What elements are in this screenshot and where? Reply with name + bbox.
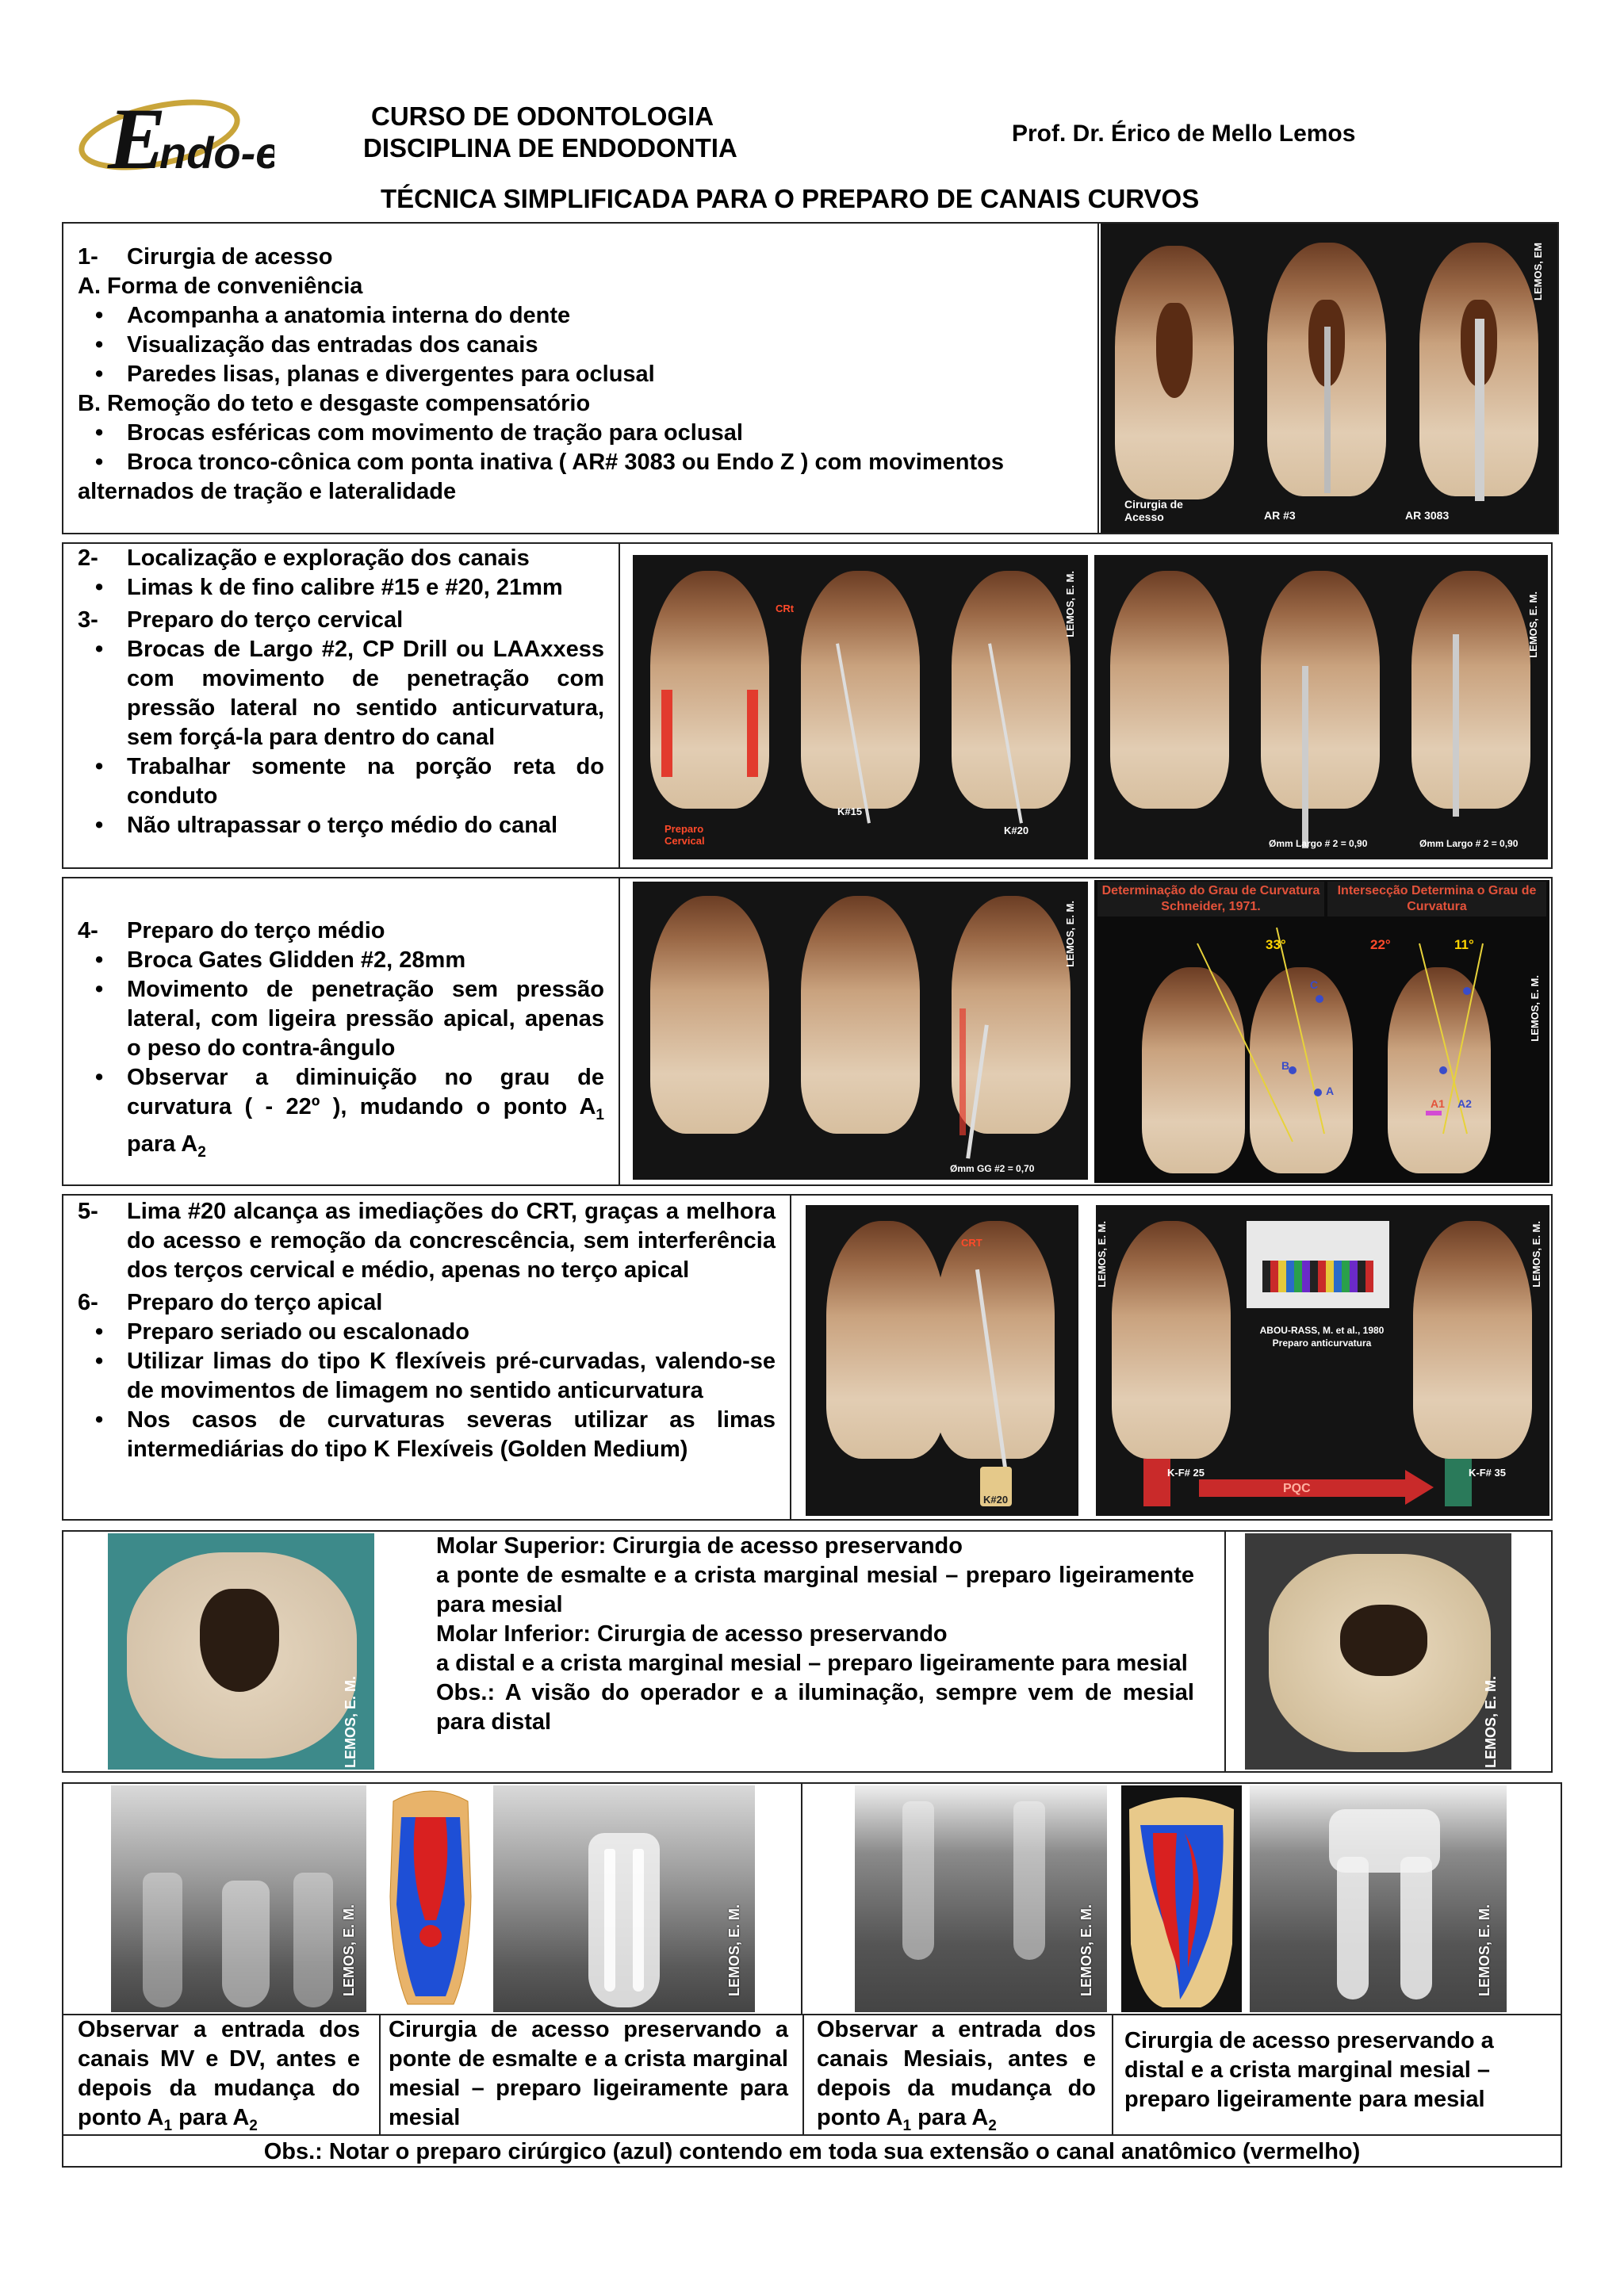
section-3-heading: Preparo do terço cervical	[127, 607, 404, 633]
list-item: Movimento de penetração sem pressão lateral, com ligeira pressão apical, apenas o peso do contra-ângulo	[127, 977, 604, 1061]
caption-text: para A	[178, 2105, 250, 2130]
file-label: K#20	[983, 1494, 1009, 1506]
list-item: Preparo seriado ou escalonado	[127, 1319, 469, 1345]
angle-label: 33°	[1266, 937, 1286, 952]
caption-1	[78, 2015, 360, 2141]
point-label: B	[1281, 1059, 1290, 1072]
watermark: LEMOS, E. M.	[1064, 571, 1076, 637]
upper-molar-photo	[108, 1533, 374, 1770]
subscript: 2	[988, 2117, 997, 2134]
section-2-heading: Localização e exploração dos canais	[127, 545, 530, 571]
point-label: A2	[1457, 1097, 1472, 1110]
diameter-label: Ømm Largo # 2 = 0,90	[1419, 838, 1519, 849]
watermark: LEMOS, E. M.	[1530, 1221, 1542, 1288]
subscript: 1	[596, 1106, 604, 1123]
professor-name: Prof. Dr. Érico de Mello Lemos	[1012, 121, 1356, 147]
caption-text: Observar a entrada dos canais Mesiais, antes e depois da mudança do ponto A	[817, 2017, 1096, 2130]
watermark: LEMOS, E. M.	[1078, 1904, 1094, 1997]
point-label: A	[1326, 1085, 1335, 1097]
caption-text: para A	[917, 2105, 989, 2130]
section-3-number: 3-	[78, 607, 98, 633]
caption-2: Cirurgia de acesso preservando a ponte de esmalte e a crista marginal mesial – preparo ligeiramente para mesial	[389, 2017, 788, 2130]
angle-label: 22°	[1370, 937, 1391, 952]
tooth-diagram-upper	[377, 1785, 484, 2012]
discipline-title: DISCIPLINA DE ENDODONTIA	[363, 133, 737, 163]
list-item: Nos casos de curvaturas severas utilizar as limas intermediárias do tipo K Flexíveis (Golden Medium)	[127, 1407, 776, 1462]
list-item: Acompanha a anatomia interna do dente	[127, 303, 571, 328]
file-label: K#20	[1004, 825, 1029, 836]
lower-molar-title: Molar Inferior: Cirurgia de acesso preservando	[436, 1621, 948, 1647]
radiograph-after-upper	[493, 1785, 755, 2012]
list-item: Brocas esféricas com movimento de tração para oclusal	[127, 420, 743, 446]
list-item: Trabalhar somente na porção reta do conduto	[127, 754, 604, 809]
subscript: 2	[249, 2117, 258, 2134]
watermark: LEMOS, E. M.	[1529, 975, 1541, 1042]
list-item: Visualização das entradas dos canais	[127, 332, 538, 358]
lower-molar-text: a distal e a crista marginal mesial – preparo ligeiramente para mesial	[436, 1651, 1188, 1676]
pqc-label: PQC	[1283, 1482, 1311, 1495]
apical-prep-photo-1	[806, 1205, 1078, 1516]
image-caption: Cirurgia de Acesso	[1124, 498, 1183, 523]
crt-label: CRt	[776, 603, 795, 614]
apical-prep-photo-2	[1096, 1205, 1549, 1516]
radiograph-before-lower	[855, 1785, 1107, 2012]
watermark: LEMOS, E. M.	[1096, 1221, 1108, 1288]
section-4-text: 4- Preparo do terço médio • Broca Gates Glidden #2, 28mm • Movimento de penetração sem pressão lateral, com ligeira pressão apical, apenas o peso do contra-ângulo • Observar a diminuição no grau de curvatura ( - 22º ), mudando o ponto $A_1$ para $A_2$	[78, 916, 604, 1167]
cervical-prep-photo-1	[633, 555, 1088, 859]
list-item: Broca tronco-cônica com ponta inativa ( AR# 3083 ou Endo Z ) com movimentos	[127, 450, 1004, 475]
curvature-diagram	[1094, 880, 1549, 1183]
tooth-diagram-lower	[1121, 1785, 1242, 2012]
section-6-number: 6-	[78, 1290, 98, 1315]
svg-text:ndo-e: ndo-e	[159, 128, 274, 178]
item-text: Observar a diminuição no grau de curvatura ( - 22º ), mudando o ponto A	[127, 1065, 604, 1119]
radiograph-before-upper	[111, 1785, 366, 2012]
panel-title: Intersecção Determina o Grau de Curvatura	[1327, 882, 1546, 916]
list-item: Não ultrapassar o terço médio do canal	[127, 813, 558, 838]
section-5-number: 5-	[78, 1199, 98, 1224]
list-item: Paredes lisas, planas e divergentes para oclusal	[127, 362, 655, 387]
image-caption: AR 3083	[1405, 509, 1450, 522]
image-caption: AR #3	[1264, 509, 1296, 522]
final-observation: Obs.: Notar o preparo cirúrgico (azul) contendo em toda sua extensão o canal anatômico (vermelho)	[263, 2139, 1361, 2164]
diameter-label: Ømm GG #2 = 0,70	[950, 1163, 1035, 1174]
file-label: K-F# 25	[1167, 1467, 1205, 1479]
upper-molar-text: a ponte de esmalte e a crista marginal mesial – preparo ligeiramente para mesial	[436, 1563, 1194, 1617]
molar-text	[436, 1532, 1194, 1737]
section-5-text: 5- Lima #20 alcança as imediações do CRT, graças a melhora do acesso e remoção da concrescência, sem interferência dos terços cervical e médio, apenas no terço apical 6- Preparo do terço apical • Preparo seriado ou escalonado • Utilizar limas do tipo K flexíveis pré-curvadas, valendo-se de movimentos de limagem no sentido anticurvatura • Nos casos de curvaturas severas utilizar as limas intermediárias do tipo K Flexíveis (Golden Medium)	[78, 1197, 776, 1464]
cervical-prep-photo-2	[1094, 555, 1548, 859]
point-label: C	[1310, 978, 1319, 991]
section-1-number: 1-	[78, 244, 98, 270]
file-label: K-F# 35	[1469, 1467, 1506, 1479]
section-1a-title: A. Forma de conveniência	[78, 274, 363, 299]
upper-molar-title: Molar Superior: Cirurgia de acesso preservando	[436, 1533, 963, 1559]
list-item-continuation: alternados de tração e lateralidade	[78, 479, 457, 504]
section-2-text: 2- Localização e exploração dos canais • Limas k de fino calibre #15 e #20, 21mm 3- Preparo do terço cervical • Brocas de Largo #2, CP Drill ou LAAxxess com movimento de penetração com pressão lateral no sentido anticurvatura, sem forçá-la para dentro do canal • Trabalhar somente na porção reta do conduto • Não ultrapassar o terço médio do canal	[78, 544, 604, 840]
svg-text:E: E	[108, 90, 167, 187]
subscript: 1	[163, 2117, 173, 2134]
watermark: LEMOS, E. M.	[1477, 1904, 1492, 1997]
list-item: Utilizar limas do tipo K flexíveis pré-curvadas, valendo-se de movimentos de limagem no sentido anticurvatura	[127, 1349, 776, 1403]
list-item	[127, 1063, 604, 1167]
watermark: LEMOS, EM	[1532, 243, 1544, 300]
crt-label: CRT	[961, 1237, 982, 1249]
watermark: LEMOS, E. M.	[1483, 1676, 1499, 1769]
list-item: Broca Gates Glidden #2, 28mm	[127, 947, 466, 973]
watermark: LEMOS, E. M.	[341, 1904, 357, 1997]
section-1b-title: B. Remoção do teto e desgaste compensatório	[78, 391, 591, 416]
watermark: LEMOS, E. M.	[1527, 591, 1539, 658]
list-item: Brocas de Largo #2, CP Drill ou LAAxxess com movimento de penetração com pressão lateral no sentido anticurvatura, sem forçá-la para dentro do canal	[127, 637, 604, 750]
caption-4: Cirurgia de acesso preservando a distal e a crista marginal mesial – preparo ligeiramente para mesial	[1124, 2028, 1494, 2112]
watermark: LEMOS, E. M.	[1064, 901, 1076, 967]
file-label: K#15	[837, 806, 863, 817]
item-text: para A	[127, 1131, 198, 1157]
middle-third-photo	[633, 882, 1088, 1180]
reference-label: ABOU-RASS, M. et al., 1980 Preparo anticurvatura	[1259, 1325, 1385, 1349]
preparo-cervical-label: Preparo Cervical	[665, 823, 705, 847]
watermark: LEMOS, E. M.	[726, 1904, 742, 1997]
caption-3	[817, 2015, 1096, 2141]
caption-text: Observar a entrada dos canais MV e DV, antes e depois da mudança do ponto A	[78, 2017, 360, 2130]
point-label: A1	[1431, 1097, 1445, 1110]
diameter-label: Ømm Largo # 2 = 0,90	[1269, 838, 1368, 849]
panel-title: Determinação do Grau de Curvatura Schneider, 1971.	[1097, 882, 1324, 916]
radiograph-after-lower	[1250, 1785, 1507, 2012]
subscript: 1	[902, 2117, 912, 2134]
access-surgery-photo	[1101, 224, 1557, 533]
observation-text: Obs.: A visão do operador e a iluminação, sempre vem de mesial para distal	[436, 1680, 1194, 1735]
angle-label: 11°	[1454, 937, 1474, 952]
subscript: 2	[197, 1143, 206, 1161]
page-title: TÉCNICA SIMPLIFICADA PARA O PREPARO DE CANAIS CURVOS	[381, 184, 1200, 213]
section-4-heading: Preparo do terço médio	[127, 918, 385, 943]
section-4-number: 4-	[78, 918, 98, 943]
section-5-text-body: Lima #20 alcança as imediações do CRT, graças a melhora do acesso e remoção da concrescência, sem interferência dos terços cervical e médio, apenas no terço apical	[127, 1199, 776, 1283]
section-1-text: 1- Cirurgia de acesso A. Forma de conveniência • Acompanha a anatomia interna do dente • Visualização das entradas dos canais • Paredes lisas, planas e divergentes para oclusal B. Remoção do teto e desgaste compensatório • Brocas esféricas com movimento de tração para oclusal • Broca tronco-cônica com ponta inativa ( AR# 3083 ou Endo Z ) com movimentos alternados de tração e lateralidade	[78, 243, 1078, 507]
section-1-heading: Cirurgia de acesso	[127, 244, 333, 270]
logo	[76, 79, 274, 190]
section-6-heading: Preparo do terço apical	[127, 1290, 383, 1315]
list-item: Limas k de fino calibre #15 e #20, 21mm	[127, 575, 563, 600]
lower-molar-photo	[1245, 1533, 1511, 1770]
course-title: CURSO DE ODONTOLOGIA	[371, 101, 714, 131]
section-2-number: 2-	[78, 545, 98, 571]
watermark: LEMOS, E. M.	[343, 1676, 358, 1769]
